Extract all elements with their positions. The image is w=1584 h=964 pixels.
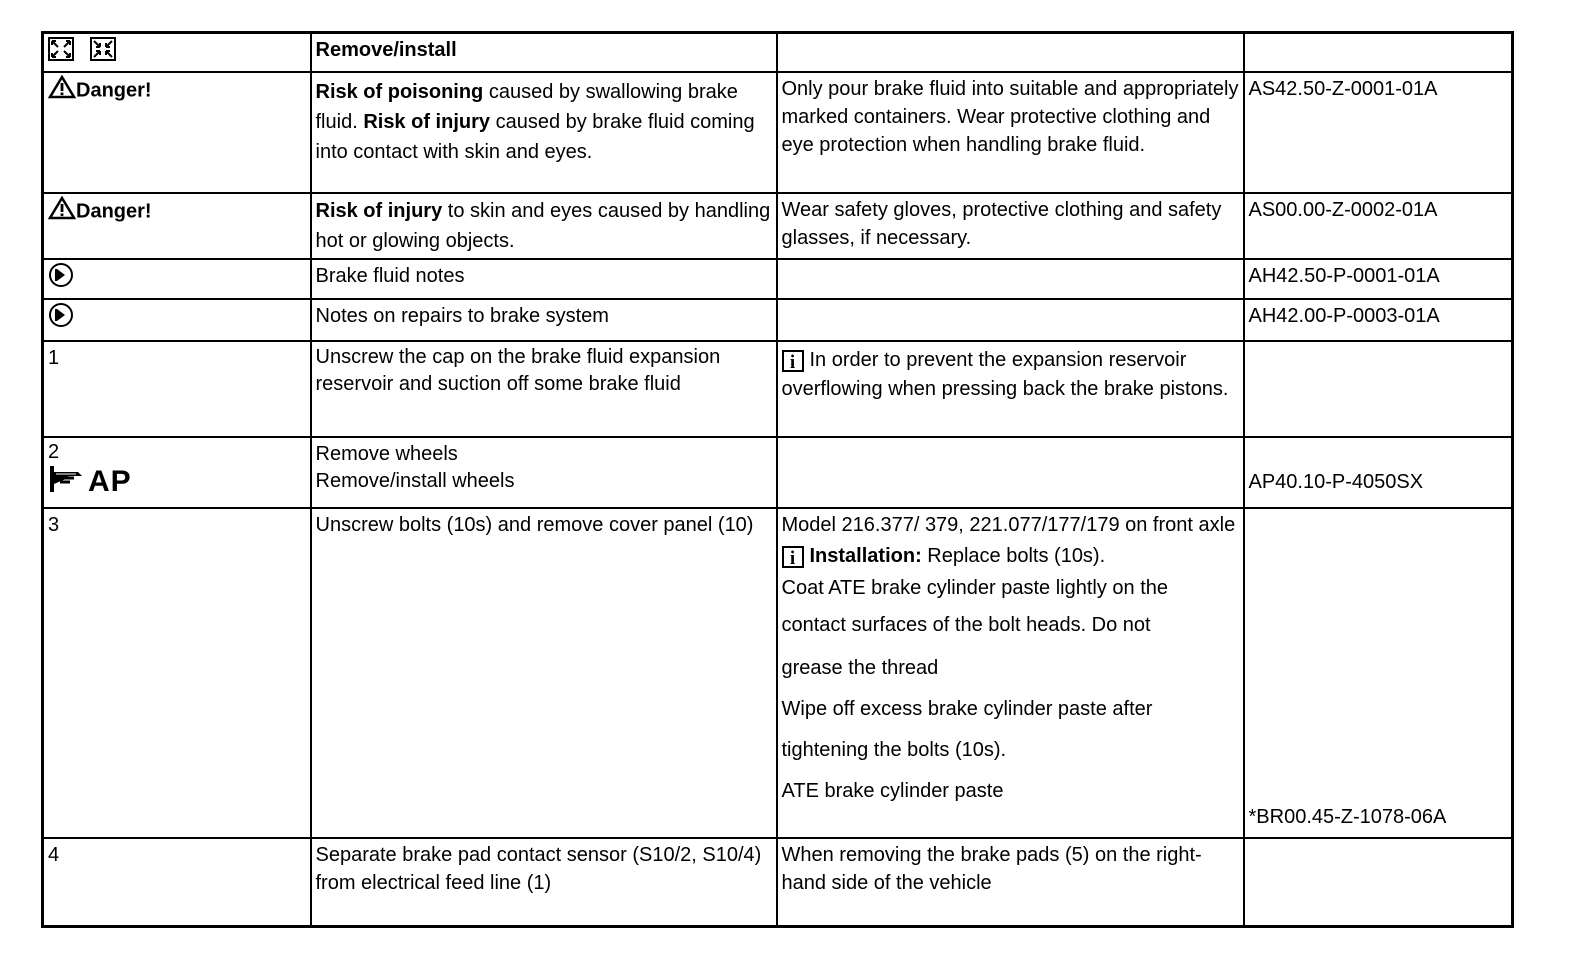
- coat-note-line: grease the thread: [781, 657, 939, 679]
- wipe-note-line: tightening the bolts (10s).: [781, 739, 1007, 761]
- danger-row-poisoning: [43, 72, 1513, 193]
- note-description: Notes on repairs to brake system: [311, 299, 777, 341]
- step-row-4: [43, 838, 1513, 926]
- model-note: Model 216.377/ 379, 221.077/177/179 on front axle: [781, 514, 1236, 536]
- note-arrow-circle-icon: [48, 302, 74, 336]
- header-notes-cell: [777, 33, 1244, 73]
- step-notes: [777, 437, 1244, 508]
- step-notes-text: In order to prevent the expansion reservoir overflowing when pressing back the brake pistons.: [781, 349, 1229, 400]
- risk-injury-text: Risk of injury: [363, 111, 491, 133]
- step-notes: When removing the brake pads (5) on the right-hand side of the vehicle: [777, 838, 1244, 926]
- danger-ref: AS42.50-Z-0001-01A: [1244, 72, 1513, 193]
- procedure-table: [41, 31, 1514, 928]
- header-title: Remove/install: [311, 33, 777, 73]
- note-ref: AH42.50-P-0001-01A: [1244, 259, 1513, 299]
- warning-triangle-icon: [48, 196, 76, 228]
- danger-description: [311, 193, 777, 259]
- paste-note: ATE brake cylinder paste: [781, 780, 1004, 802]
- note-arrow-circle-icon: [48, 262, 74, 296]
- header-ref-cell: [1244, 33, 1513, 73]
- step-description: Separate brake pad contact sensor (S10/2, S10/4) from electrical feed line (1): [311, 838, 777, 926]
- header-row: [43, 33, 1513, 73]
- risk-injury-detail: caused by brake fluid coming into contact with skin and eyes.: [315, 111, 755, 163]
- coat-note-line: contact surfaces of the bolt heads. Do not: [781, 614, 1151, 636]
- danger-label-cell: [43, 72, 311, 193]
- step-row-2: [43, 437, 1513, 508]
- danger-row-hot-objects: [43, 193, 1513, 259]
- header-icons-cell: [43, 33, 311, 73]
- step-description: Unscrew the cap on the brake fluid expansion reservoir and suction off some brake fluid: [311, 341, 777, 437]
- step-row-3: [43, 508, 1513, 838]
- step-number: 2: [48, 441, 60, 463]
- coat-note-line: Coat ATE brake cylinder paste lightly on the: [781, 577, 1169, 599]
- step-number: 4: [43, 838, 311, 926]
- danger-notes: Wear safety gloves, protective clothing and safety glasses, if necessary.: [777, 193, 1244, 259]
- step-ref: [1244, 508, 1513, 838]
- step-number-cell: [43, 437, 311, 508]
- info-icon: i: [782, 546, 804, 568]
- step-number: 1: [43, 341, 311, 437]
- step-row-1: [43, 341, 1513, 437]
- step-notes: [777, 508, 1244, 838]
- danger-label-cell: [43, 193, 311, 259]
- risk-poisoning-detail: caused by swallowing brake fluid.: [315, 81, 738, 133]
- danger-label: Danger!: [76, 200, 152, 223]
- step-description: [311, 437, 777, 508]
- pointing-hand-icon: [48, 464, 88, 500]
- step-ref: [1244, 437, 1513, 508]
- ap-reference: [48, 464, 306, 500]
- paste-ref-link[interactable]: *BR00.45-Z-1078-06A: [1248, 806, 1447, 828]
- note-row-repairs: [43, 299, 1513, 341]
- installation-note: [782, 539, 1239, 573]
- remove-install-symbol-icon: [48, 37, 74, 69]
- step-number: 3: [43, 508, 311, 838]
- risk-poisoning-text: Risk of poisoning: [315, 81, 484, 103]
- warning-triangle-icon: [48, 75, 76, 107]
- info-icon: i: [782, 350, 804, 372]
- note-row-brake-fluid: [43, 259, 1513, 299]
- danger-notes: Only pour brake fluid into suitable and appropriately marked containers. Wear protective clothing and eye protection when handling brake fluid.: [777, 72, 1244, 193]
- wipe-note-line: Wipe off excess brake cylinder paste after: [781, 698, 1153, 720]
- note-notes: [777, 299, 1244, 341]
- step-ref: [1244, 341, 1513, 437]
- note-icon-cell: [43, 299, 311, 341]
- danger-label: Danger!: [76, 79, 152, 102]
- step-description: Unscrew bolts (10s) and remove cover panel (10): [311, 508, 777, 838]
- note-icon-cell: [43, 259, 311, 299]
- step-description-line: Remove wheels: [315, 443, 458, 465]
- risk-injury-detail: to skin and eyes caused by handling hot or glowing objects.: [315, 200, 771, 252]
- ap-label: AP: [88, 465, 132, 498]
- ap-document-link[interactable]: AP40.10-P-4050SX: [1248, 471, 1424, 493]
- note-notes: [777, 259, 1244, 299]
- remove-install-symbol-icon: [90, 37, 116, 69]
- danger-ref: AS00.00-Z-0002-01A: [1244, 193, 1513, 259]
- step-description-line: Remove/install wheels: [315, 470, 515, 492]
- danger-description: [311, 72, 777, 193]
- risk-injury-text: Risk of injury: [315, 200, 443, 222]
- installation-text: Replace bolts (10s).: [921, 545, 1106, 567]
- step-notes: [777, 341, 1244, 437]
- note-ref: AH42.00-P-0003-01A: [1244, 299, 1513, 341]
- step-ref: [1244, 838, 1513, 926]
- installation-label: Installation:: [809, 545, 922, 567]
- note-description: Brake fluid notes: [311, 259, 777, 299]
